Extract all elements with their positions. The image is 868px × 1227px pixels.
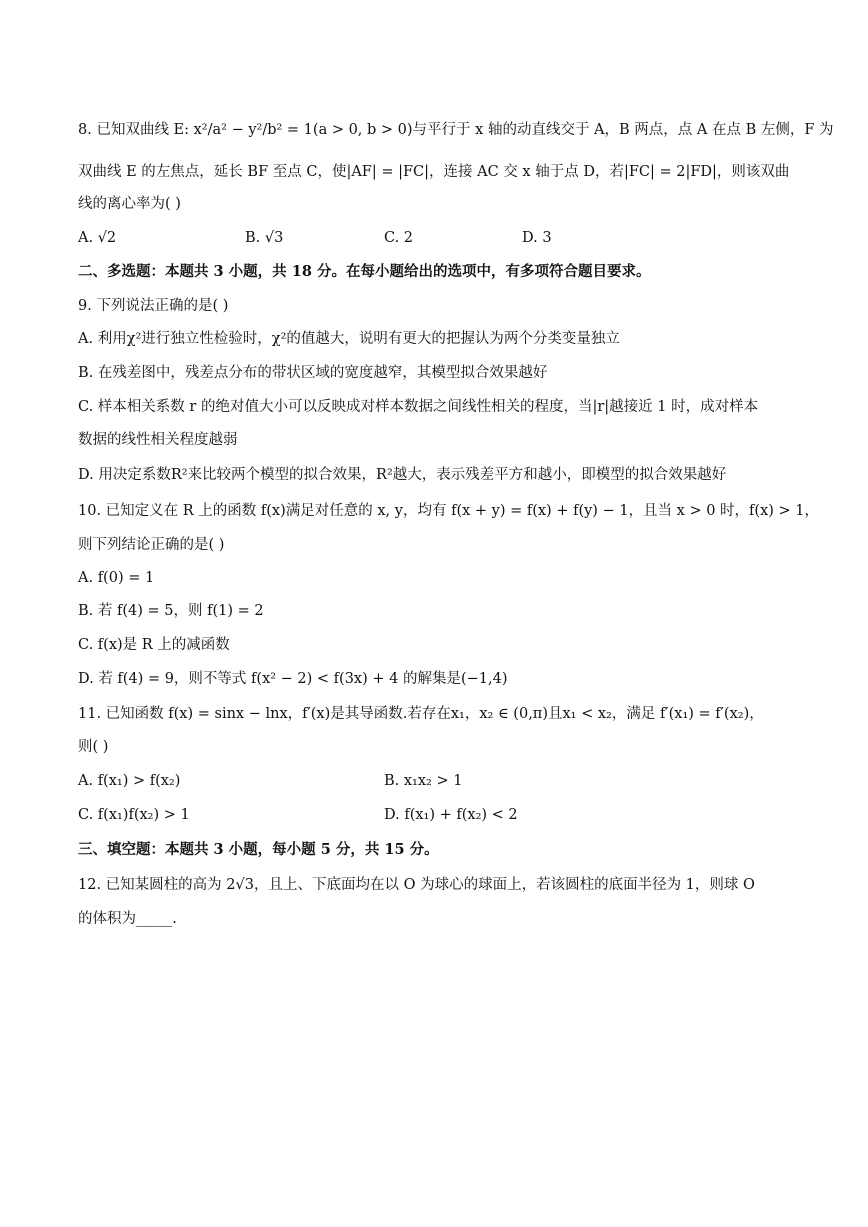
q10-option-c: C. f(x)是 R 上的减函数 xyxy=(78,637,230,653)
q12-line-2: 的体积为_____. xyxy=(78,911,177,927)
q11-option-b: B. x₁x₂ > 1 xyxy=(384,773,463,789)
q9-option-a: A. 利用χ²进行独立性检验时，χ²的值越大，说明有更大的把握认为两个分类变量独立 xyxy=(78,331,620,347)
q9-option-d: D. 用决定系数R²来比较两个模型的拟合效果，R²越大，表示残差平方和越小，即模型的拟合效果越好 xyxy=(78,467,727,483)
q9-stem: 9. 下列说法正确的是( ) xyxy=(78,298,229,314)
q11-option-a: A. f(x₁) > f(x₂) xyxy=(78,773,181,789)
q8-option-c: C. 2 xyxy=(384,230,414,246)
q11-line-2: 则( ) xyxy=(78,739,109,755)
q10-option-b: B. 若 f(4) = 5，则 f(1) = 2 xyxy=(78,603,264,619)
q9-option-b: B. 在残差图中，残差点分布的带状区域的宽度越窄，其模型拟合效果越好 xyxy=(78,365,548,381)
q8-option-d: D. 3 xyxy=(522,230,552,246)
q11-option-d: D. f(x₁) + f(x₂) < 2 xyxy=(384,807,518,823)
q10-line-1: 10. 已知定义在 R 上的函数 f(x)满足对任意的 x, y，均有 f(x + y) = f(x) + f(y) − 1，且当 x > 0 时，f(x) > 1， xyxy=(78,503,819,519)
q8-option-b: B. √3 xyxy=(245,230,284,246)
q8-line-3: 线的离心率为( ) xyxy=(78,196,181,212)
section-2-heading: 二、多选题：本题共 3 小题，共 18 分。在每小题给出的选项中，有多项符合题目要求。 xyxy=(78,263,651,280)
q9-option-c-line-1: C. 样本相关系数 r 的绝对值大小可以反映成对样本数据之间线性相关的程度，当|r|越接近 1 时，成对样本 xyxy=(78,399,759,415)
q11-line-1: 11. 已知函数 f(x) = sinx − lnx，f′(x)是其导函数.若存在x₁，x₂ ∈ (0,π)且x₁ < x₂，满足 f′(x₁) = f′(x₂)， xyxy=(78,706,764,722)
q10-option-d: D. 若 f(4) = 9，则不等式 f(x² − 2) < f(3x) + 4 的解集是(−1,4) xyxy=(78,671,508,687)
q10-option-a: A. f(0) = 1 xyxy=(78,570,155,586)
q9-option-c-line-2: 数据的线性相关程度越弱 xyxy=(78,432,238,448)
q11-option-c: C. f(x₁)f(x₂) > 1 xyxy=(78,807,190,823)
section-3-heading: 三、填空题：本题共 3 小题，每小题 5 分，共 15 分。 xyxy=(78,841,439,858)
q12-line-1: 12. 已知某圆柱的高为 2√3，且上、下底面均在以 O 为球心的球面上，若该圆柱的底面半径为 1，则球 O xyxy=(78,877,755,893)
q8-option-a: A. √2 xyxy=(78,230,117,246)
q10-line-2: 则下列结论正确的是( ) xyxy=(78,537,225,553)
q8-line-2: 双曲线 E 的左焦点，延长 BF 至点 C，使|AF| = |FC|，连接 AC 交 x 轴于点 D，若|FC| = 2|FD|，则该双曲 xyxy=(78,164,790,180)
q8-line-1: 8. 已知双曲线 E: x²/a² − y²/b² = 1(a > 0, b > 0)与平行于 x 轴的动直线交于 A，B 两点，点 A 在点 B 左侧，F 为 xyxy=(78,122,834,138)
